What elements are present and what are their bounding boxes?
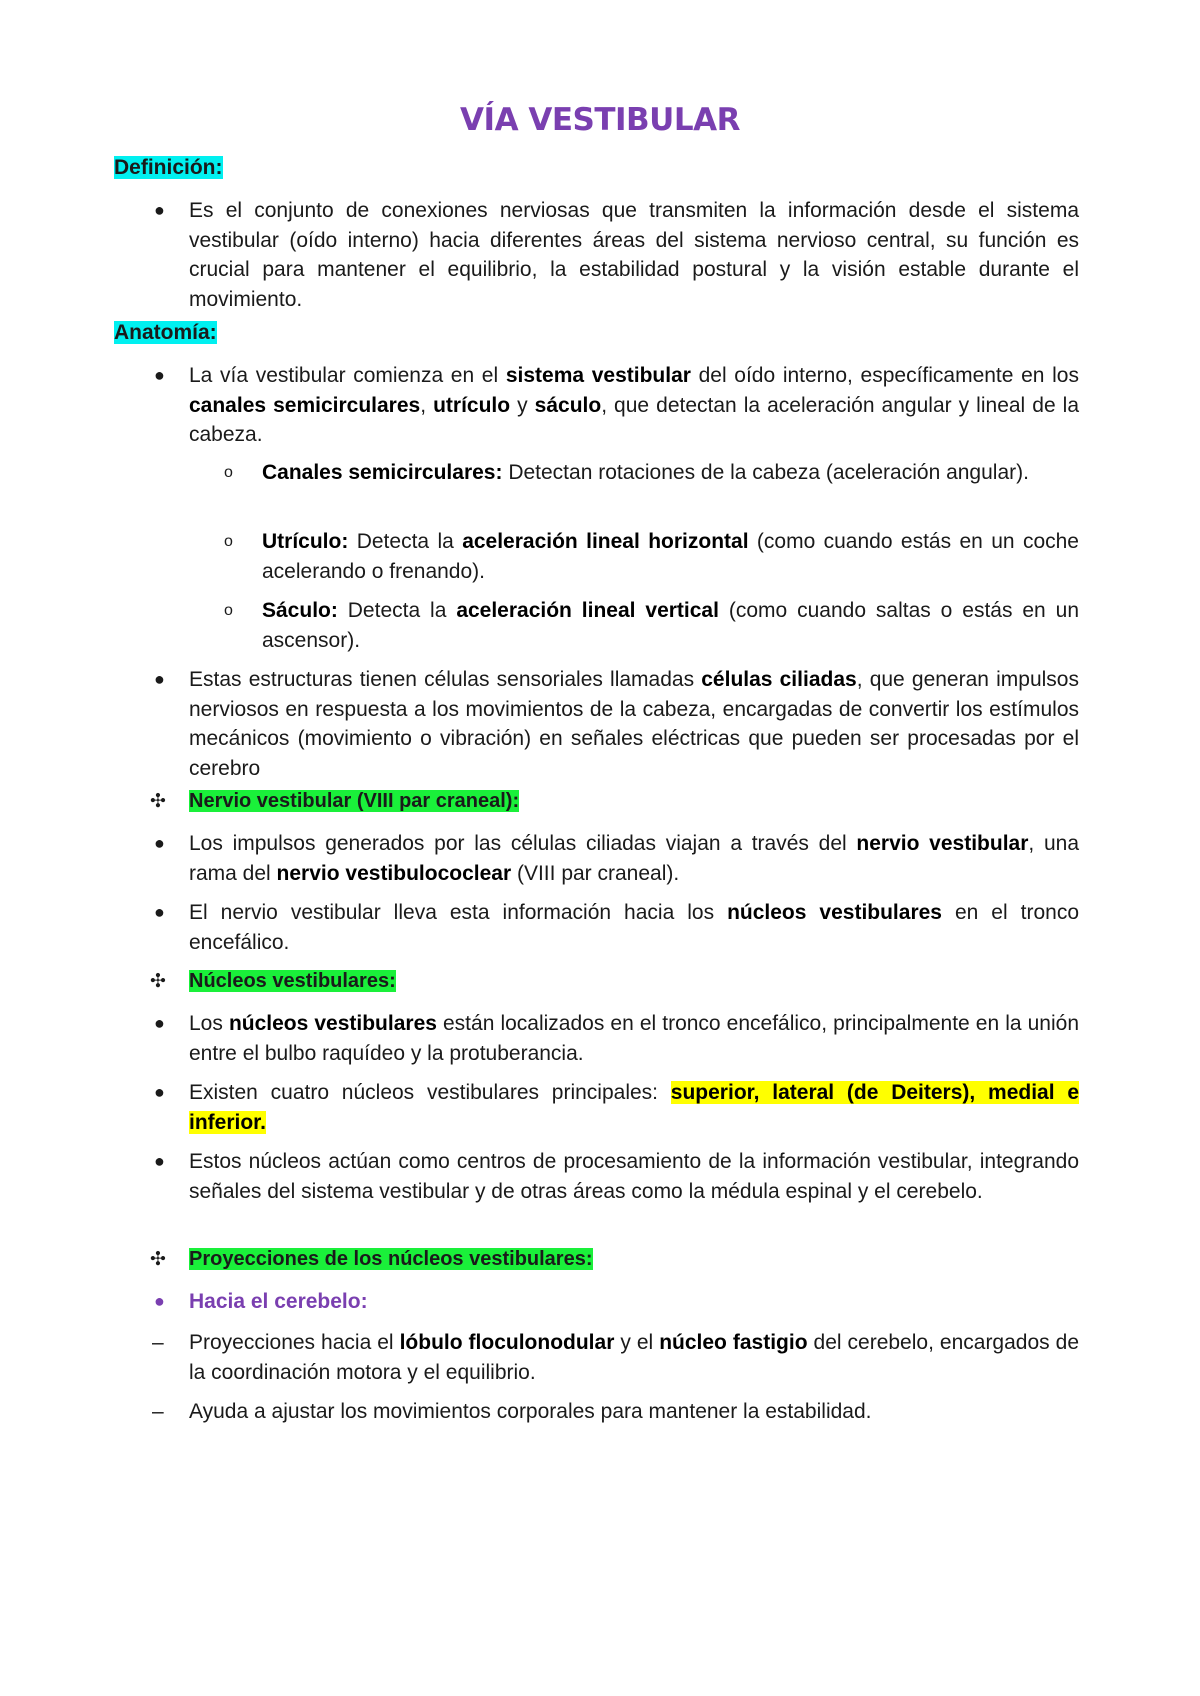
nucleos-paragraph-1: Los núcleos vestibulares están localizados en el tronco encefálico, principalmente en la unión entre el bulbo raquídeo y la protuberancia. bbox=[189, 1012, 1079, 1065]
bullet-marker: ● bbox=[154, 1013, 165, 1033]
sub-bullet-marker: o bbox=[224, 464, 233, 481]
nucleos-paragraph-2: Existen cuatro núcleos vestibulares principales: superior, lateral (de Deiters), medial e inferior. bbox=[189, 1081, 1080, 1134]
heading-nervio: Nervio vestibular (VIII par craneal): bbox=[189, 790, 520, 812]
definicion-paragraph: Es el conjunto de conexiones nerviosas que transmiten la información desde el sistema vestibular (oído interno) hacia diferentes áreas del sistema nervioso central, su función es crucial para mantener el equilibrio, la estabilidad postural y la visión estable durante el movimiento. bbox=[189, 199, 1079, 311]
proyecciones-item-1: Proyecciones hacia el lóbulo floculonodular y el núcleo fastigio del cerebelo, encargados de la coordinación motora y el equilibrio. bbox=[189, 1331, 1079, 1384]
bullet-marker: ● bbox=[154, 833, 165, 853]
nucleos-paragraph-3: Estos núcleos actúan como centros de procesamiento de la información vestibular, integrando señales del sistema vestibular y de otras áreas como la médula espinal y el cerebelo. bbox=[189, 1150, 1079, 1203]
sub-bullet-marker: o bbox=[224, 533, 233, 550]
bullet-marker: ● bbox=[154, 669, 165, 689]
heading-nucleos: Núcleos vestibulares: bbox=[189, 970, 396, 992]
diamond-bullet-icon: ✣ bbox=[150, 971, 166, 992]
bullet-marker: ● bbox=[154, 902, 165, 922]
bullet-marker: ● bbox=[154, 1291, 165, 1311]
heading-proyecciones: Proyecciones de los núcleos vestibulares: bbox=[189, 1248, 593, 1270]
page-title: VÍA VESTIBULAR bbox=[460, 102, 740, 138]
dash-marker: – bbox=[152, 1400, 164, 1423]
bullet-marker: ● bbox=[154, 1151, 165, 1171]
dash-marker: – bbox=[152, 1331, 164, 1354]
diamond-bullet-icon: ✣ bbox=[150, 791, 166, 812]
bullet-marker: ● bbox=[154, 200, 165, 220]
diamond-bullet-icon: ✣ bbox=[150, 1249, 166, 1270]
heading-anatomia: Anatomía: bbox=[114, 321, 217, 344]
nervio-paragraph-1: Los impulsos generados por las células ciliadas viajan a través del nervio vestibular, una rama del nervio vestibulococlear (VIII par craneal). bbox=[189, 832, 1079, 885]
sub-bullet-marker: o bbox=[224, 602, 233, 619]
anatomia-sub-utriculo: Utrículo: Detecta la aceleración lineal horizontal (como cuando estás en un coche acelerando o frenando). bbox=[262, 530, 1079, 583]
anatomia-sub-saculo: Sáculo: Detecta la aceleración lineal vertical (como cuando saltas o estás en un ascensor). bbox=[262, 599, 1080, 652]
anatomia-paragraph-2: Estas estructuras tienen células sensoriales llamadas células ciliadas, que generan impulsos nerviosos en respuesta a los movimientos de la cabeza, encargadas de convertir los estímulos mecánicos (movimiento o vibración) en señales eléctricas que pueden ser procesadas por el cerebro bbox=[189, 668, 1079, 780]
heading-definicion: Definición: bbox=[114, 156, 223, 179]
proyecciones-item-2: Ayuda a ajustar los movimientos corporales para mantener la estabilidad. bbox=[189, 1400, 872, 1423]
anatomia-paragraph-1: La vía vestibular comienza en el sistema vestibular del oído interno, específicamente en los canales semicirculares, utrículo y sáculo, que detectan la aceleración angular y lineal de la cabeza. bbox=[189, 364, 1079, 446]
bullet-marker: ● bbox=[154, 1082, 165, 1102]
anatomia-sub-canales: Canales semicirculares: Detectan rotaciones de la cabeza (aceleración angular). bbox=[262, 461, 1029, 484]
subheading-cerebelo: Hacia el cerebelo: bbox=[189, 1290, 368, 1313]
nervio-paragraph-2: El nervio vestibular lleva esta información hacia los núcleos vestibulares en el tronco encefálico. bbox=[189, 901, 1079, 954]
bullet-marker: ● bbox=[154, 365, 165, 385]
